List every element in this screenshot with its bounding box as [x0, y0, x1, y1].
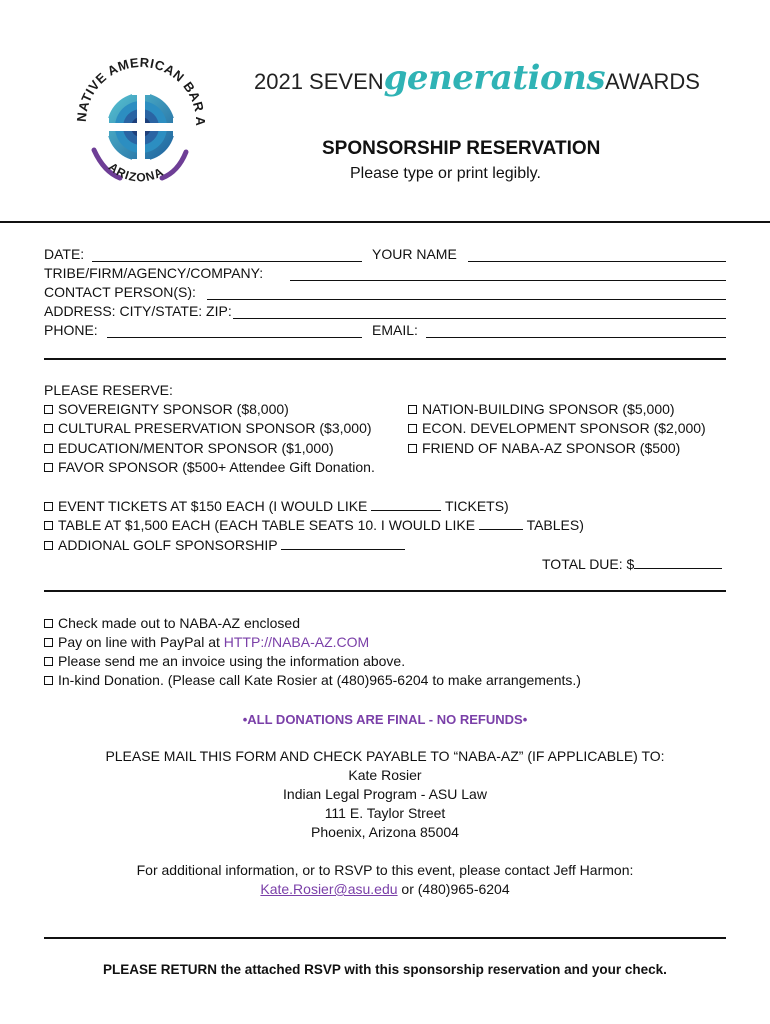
checkbox-icon[interactable]: [44, 541, 53, 550]
date-label: DATE:: [44, 246, 85, 262]
refund-notice: •ALL DONATIONS ARE FINAL - NO REFUNDS•: [242, 712, 528, 727]
payment-paypal-label: Pay on line with PayPal at: [58, 634, 224, 650]
divider-tickets: [44, 590, 726, 592]
total-due-input[interactable]: [634, 554, 722, 569]
address-input-line[interactable]: [233, 318, 726, 319]
title-right: AWARDS: [605, 69, 700, 94]
payment-inkind-label: In-kind Donation. (Please call Kate Rosier at (480)965-6204 to make arrangements.): [58, 672, 581, 688]
event-title: [254, 58, 700, 98]
total-due-label: TOTAL DUE: $: [542, 556, 635, 572]
title-left: 2021 SEVEN: [254, 69, 384, 94]
return-footer: PLEASE RETURN the attached RSVP with this sponsorship reservation and your check.: [103, 962, 667, 977]
mail-street: 111 E. Taylor Street: [324, 805, 446, 821]
divider-bottom: [44, 937, 726, 939]
payment-invoice-label: Please send me an invoice using the information above.: [58, 653, 406, 669]
divider-top: [0, 221, 770, 223]
page-subtitle: SPONSORSHIP RESERVATION: [322, 138, 601, 159]
contact-email-link[interactable]: Kate.Rosier@asu.edu: [260, 881, 398, 897]
checkbox-icon[interactable]: [408, 424, 417, 433]
checkbox-icon[interactable]: [44, 619, 53, 628]
sponsor-label: ECON. DEVELOPMENT SPONSOR ($2,000): [422, 420, 706, 436]
table-label: TABLE AT $1,500 EACH (EACH TABLE SEATS 10. I WOULD LIKE: [58, 517, 476, 533]
sponsor-option[interactable]: [408, 439, 680, 458]
table-suffix: TABLES): [526, 517, 584, 533]
checkbox-icon[interactable]: [44, 444, 53, 453]
mail-instruction: PLEASE MAIL THIS FORM AND CHECK PAYABLE TO “NABA-AZ” (IF APPLICABLE) TO:: [105, 748, 665, 764]
checkbox-icon[interactable]: [44, 657, 53, 666]
logo-emblem: [64, 40, 214, 190]
info-text: For additional information, or to RSVP to this event, please contact Jeff Harmon:: [136, 862, 634, 878]
email-input-line[interactable]: [426, 337, 726, 338]
payment-paypal-option[interactable]: [44, 633, 369, 652]
sponsor-label: EDUCATION/MENTOR SPONSOR ($1,000): [58, 440, 334, 456]
phone-label: PHONE:: [44, 322, 98, 338]
sponsor-label: FAVOR SPONSOR ($500+ Attendee Gift Donation.: [58, 459, 375, 475]
contact-label: CONTACT PERSON(S):: [44, 284, 196, 300]
reserve-heading: PLEASE RESERVE:: [44, 382, 173, 398]
ticket-count-input[interactable]: [371, 496, 441, 511]
sponsor-label: NATION-BUILDING SPONSOR ($5,000): [422, 401, 675, 417]
sponsor-option[interactable]: [408, 419, 706, 438]
tribe-input-line[interactable]: [290, 280, 726, 281]
date-input-line[interactable]: [92, 261, 362, 262]
checkbox-icon[interactable]: [44, 463, 53, 472]
event-tickets-suffix: TICKETS): [444, 498, 509, 514]
sponsor-option[interactable]: [44, 439, 334, 458]
event-tickets-option[interactable]: [44, 496, 509, 516]
checkbox-icon[interactable]: [44, 424, 53, 433]
sponsor-label: CULTURAL PRESERVATION SPONSOR ($3,000): [58, 420, 372, 436]
checkbox-icon[interactable]: [44, 405, 53, 414]
sponsor-option[interactable]: [44, 419, 372, 438]
checkbox-icon[interactable]: [44, 521, 53, 530]
email-label: EMAIL:: [372, 322, 418, 338]
event-tickets-label: EVENT TICKETS AT $150 EACH (I WOULD LIKE: [58, 498, 368, 514]
paypal-link[interactable]: HTTP://NABA-AZ.COM: [223, 634, 370, 650]
golf-label: ADDIONAL GOLF SPONSORSHIP: [58, 537, 278, 553]
table-count-input[interactable]: [479, 515, 523, 530]
checkbox-icon[interactable]: [44, 638, 53, 647]
field-date-row: [44, 245, 84, 264]
checkbox-icon[interactable]: [44, 676, 53, 685]
payment-check-label: Check made out to NABA-AZ enclosed: [58, 615, 301, 631]
sponsor-label: SOVEREIGNTY SPONSOR ($8,000): [58, 401, 289, 417]
tribe-label: TRIBE/FIRM/AGENCY/COMPANY:: [44, 265, 264, 281]
sponsor-option[interactable]: [44, 400, 289, 419]
contact-input-line[interactable]: [207, 299, 726, 300]
payment-invoice-option[interactable]: [44, 652, 405, 671]
sponsor-option[interactable]: [408, 400, 675, 419]
svg-text:ARIZONA: ARIZONA: [105, 159, 167, 185]
address-label: ADDRESS: CITY/STATE: ZIP:: [44, 303, 232, 319]
sponsor-label: FRIEND OF NABA-AZ SPONSOR ($500): [422, 440, 681, 456]
checkbox-icon[interactable]: [44, 502, 53, 511]
checkbox-icon[interactable]: [408, 444, 417, 453]
your-name-input-line[interactable]: [468, 261, 726, 262]
print-instruction: Please type or print legibly.: [350, 165, 541, 182]
naba-az-logo: [64, 40, 214, 190]
sponsor-option[interactable]: [44, 458, 375, 477]
divider-fields: [44, 358, 726, 360]
your-name-label: YOUR NAME: [372, 246, 457, 262]
mail-org: Indian Legal Program - ASU Law: [283, 786, 487, 802]
payment-inkind-option[interactable]: [44, 671, 581, 690]
payment-check-option[interactable]: [44, 614, 300, 633]
svg-text:NATIVE AMERICAN BAR ASSOCIATIO: NATIVE AMERICAN BAR A: [73, 54, 209, 127]
phone-input-line[interactable]: [107, 337, 362, 338]
mail-city: Phoenix, Arizona 85004: [311, 824, 459, 840]
total-due: [542, 554, 722, 574]
table-option[interactable]: [44, 515, 584, 535]
contact-phone: or (480)965-6204: [397, 881, 510, 897]
checkbox-icon[interactable]: [408, 405, 417, 414]
golf-input[interactable]: [281, 535, 405, 550]
info-contact: [0, 880, 770, 899]
mail-name: Kate Rosier: [348, 767, 422, 783]
title-script: generations: [383, 58, 606, 98]
golf-option[interactable]: [44, 535, 405, 555]
